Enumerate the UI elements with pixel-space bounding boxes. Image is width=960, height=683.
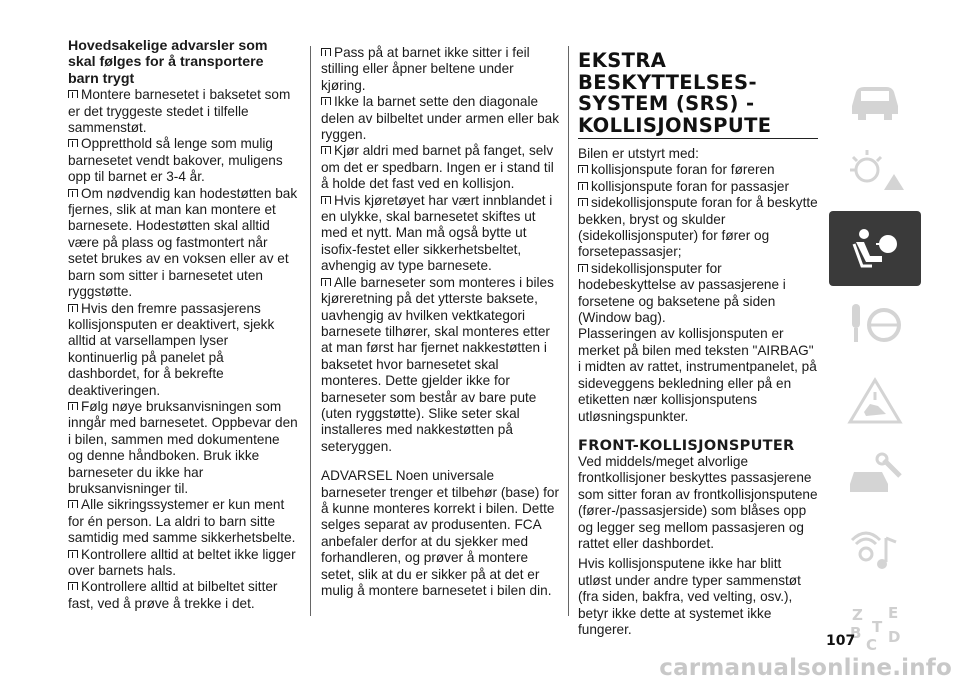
front-airbag-paragraph: Hvis kollisjonsputene ikke har blitt utløst under andre typer sammenstøt (fra siden, bakfra, ved velting, osv.), betyr ikke dette at systemet ikke fungerer. [578, 556, 801, 637]
column-1 [68, 38, 298, 612]
column-divider [568, 46, 569, 616]
index-letter: Z [852, 605, 863, 624]
book-icon [68, 550, 78, 558]
list-item: Pass på at barnet ikke sitter i feil stilling eller åpner beltene under kjøring. [321, 45, 530, 93]
media-nav-icon [842, 526, 908, 580]
book-icon [321, 278, 331, 286]
book-icon [321, 97, 331, 105]
list-item: Kontrollere alltid at beltet ikke ligger over barnets hals. [68, 546, 296, 578]
book-icon [68, 500, 78, 508]
list-item: Kontrollere alltid at bilbeltet sitter fast, ved å prøve å trekke i det. [68, 579, 278, 611]
front-airbag-paragraph: Ved middels/meget alvorlige frontkollisjoner beskyttes passasjerene som sitter foran av frontkollisjonsputene (fører-/passasjerside) som blåses opp og legger seg mellom passasjeren og rattet eller dashbordet. [578, 453, 818, 551]
list-item: kollisjonspute foran for passasjer [578, 179, 818, 195]
list-item: Oppretthold så lenge som mulig barnesetet vendt bakover, muligens opp til barnet er 3-4 år. [68, 136, 283, 185]
book-icon [68, 582, 78, 590]
intro-text: Bilen er utstyrt med: [578, 146, 699, 161]
book-icon [68, 304, 78, 312]
list-item: sidekollisjonsputer for hodebeskyttelse av passasjerene i forsetene og baksetene på siden (Window bag). [578, 260, 786, 326]
chapter-sidebar [829, 59, 921, 667]
chapter-tab-starting[interactable] [829, 287, 921, 362]
seat-airbag-icon [842, 222, 908, 276]
index-letter: E [888, 603, 899, 622]
sub-section-title: FRONT-KOLLISJONSPUTER [578, 437, 795, 454]
list-item: Følg nøye bruksanvisningen som inngår med barnesetet. Oppbevar den i bilen, sammen med dokumentene og denne håndboken. Bruk ikke barneseter du ikke har bruksanvisninger til. [68, 398, 298, 496]
index-letter: B [850, 623, 862, 642]
index-letter: D [888, 627, 901, 646]
warning-light-icon [842, 146, 908, 200]
book-icon [68, 90, 78, 98]
car-icon [842, 70, 908, 124]
book-icon [68, 402, 78, 410]
chapter-tab-car[interactable] [829, 59, 921, 134]
child-safety-heading: Hovedsakelige advarsler som skal følges for å transportere barn trygt [68, 38, 268, 87]
page-number: 107 [826, 633, 856, 649]
watermark: carmanualsonline.info [659, 655, 952, 681]
key-steering-icon [842, 298, 908, 352]
chapter-tab-safety[interactable] [829, 211, 921, 286]
list-item: kollisjonspute foran for føreren [578, 162, 818, 178]
list-item: Ikke la barnet sette den diagonale delen av bilbeltet under armen eller bak ryggen. [321, 94, 560, 143]
column-divider [310, 46, 311, 616]
chapter-tab-dashboard[interactable] [829, 135, 921, 210]
chapter-tab-multimedia[interactable] [829, 515, 921, 590]
book-icon [578, 165, 588, 173]
list-item: Kjør aldri med barnet på fanget, selv om det er spedbarn. Ingen er i stand til å holde det fast ved en kollisjon. [321, 143, 554, 192]
book-icon [578, 198, 588, 206]
column-2 [321, 45, 561, 599]
list-item: Alle sikringssystemer er kun ment for én person. La aldri to barn sitte samtidig med samme sikkerhetsbelte. [68, 497, 296, 546]
book-icon [321, 48, 331, 56]
book-icon [578, 182, 588, 190]
section-rule [578, 138, 818, 139]
index-letter: C [866, 635, 878, 654]
chapter-tab-maintenance[interactable] [829, 439, 921, 514]
wrench-car-icon [842, 450, 908, 504]
index-letter: T [872, 617, 883, 636]
column-3 [578, 50, 818, 638]
section-title: EKSTRA BESKYTTELSES-SYSTEM (SRS) - KOLLISJONSPUTE [578, 49, 772, 137]
book-icon [68, 189, 78, 197]
airbag-location-paragraph: Plasseringen av kollisjonsputen er merket på bilen med teksten "AIRBAG" i midten av rattet, instrumentpanelet, på sideveggens bekledning eller på en etiketten nær kollisjonsputens utløsningspunkter. [578, 326, 817, 424]
book-icon [321, 196, 331, 204]
book-icon [68, 139, 78, 147]
list-item: Hvis kjøretøyet har vært innblandet i en ulykke, skal barnesetet skiftes ut med et nytt. Man må også bytte ut isofix-festet eller sikkerhetsbeltet, avhengig av type barnesete. [321, 192, 553, 274]
road-warning-icon [842, 374, 908, 428]
book-icon [578, 264, 588, 272]
list-item: Montere barnesetet i baksetet som er det tryggeste stedet i tilfelle sammenstøt. [68, 87, 291, 136]
warning-paragraph: ADVARSEL Noen universale barneseter trenger et tilbehør (base) for å kunne monteres korrekt i bilen. Dette selges separat av produsenten. FCA anbefaler derfor at du sjekker med forhandleren, og prøver å montere setet, slik at du er sikker på at det er mulig å montere barnesetet i bilen din. [321, 468, 560, 598]
chapter-tab-emergency[interactable] [829, 363, 921, 438]
book-icon [321, 146, 331, 154]
list-item: sidekollisjonspute foran for å beskytte bekken, bryst og skulder (sidekollisjonsputer) for fører og forsetepassasjer; [578, 195, 818, 260]
list-item: Alle barneseter som monteres i biles kjøreretning på det ytterste baksete, uavhengig av hvilken vektkategori barnesete tilhører, skal monteres etter at man først har fjernet nakkestøtten i baksetet hvor barnesetet skal monteres. Dette gjelder ikke for barneseter som består av bare pute (uten ryggstøtte). Slike seter skal installeres med nakkestøtten på seteryggen. [321, 274, 554, 454]
list-item: Hvis den fremre passasjerens kollisjonsputen er deaktivert, sjekk alltid at varsellampen lyser kontinuerlig på panelet på dashbordet, for å bekrefte deaktiveringen. [68, 300, 275, 398]
list-item: Om nødvendig kan hodestøtten bak fjernes, slik at man kan montere et barnesete. Hodestøtten skal alltid være på plass og fastmontert når setet brukes av en voksen eller av et barn som sitter i barnesetet uten ryggstøtte. [68, 185, 298, 300]
